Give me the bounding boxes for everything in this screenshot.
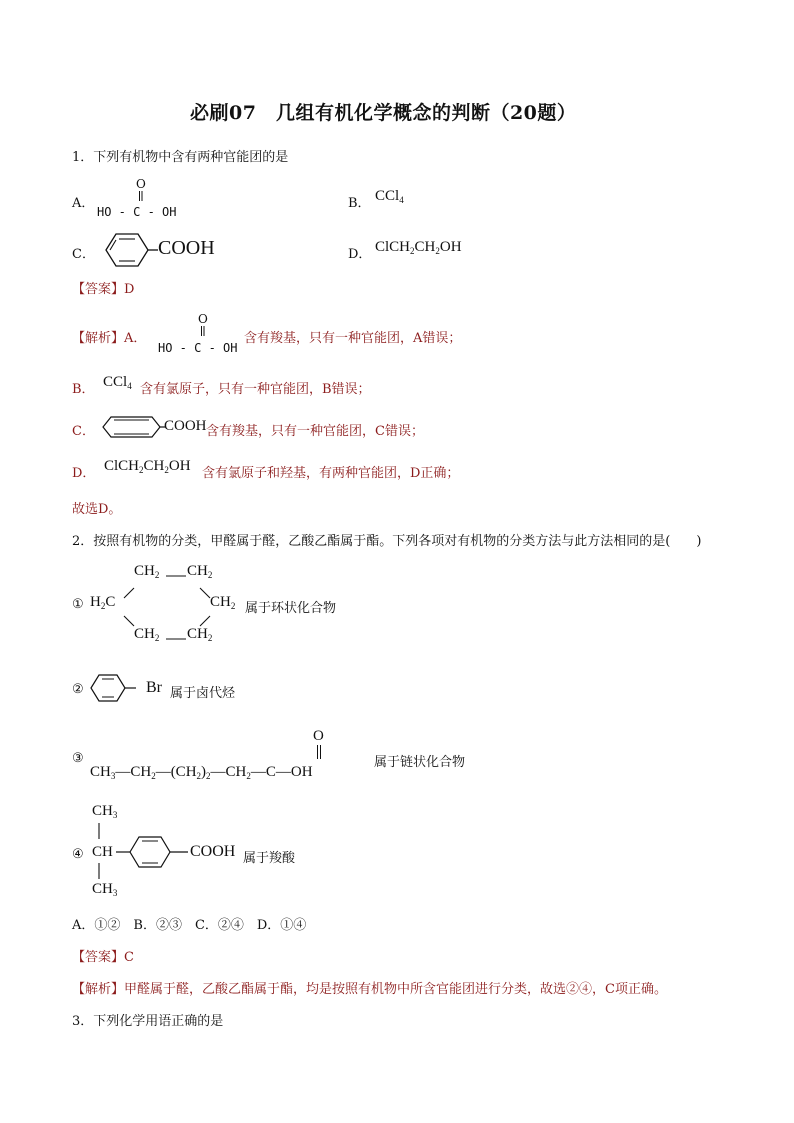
- q1-explanation-c-label: C．: [72, 424, 95, 439]
- q2-item4-group: COOH: [190, 843, 236, 860]
- q2-explanation: 【解析】甲醛属于醛，乙酸乙酯属于酯，均是按照有机物中所含官能团进行分类，故选②④，C项正确。: [72, 982, 667, 997]
- q1-option-d-label: D．: [348, 247, 372, 262]
- q2-answer: 【答案】C: [72, 950, 134, 965]
- q1-option-b-label: B．: [348, 196, 371, 211]
- q2-item3-number: ③: [72, 751, 84, 766]
- ring-bonds-icon: [118, 570, 218, 640]
- q2-item1-bottom-left: $CH_2$: [134, 626, 160, 643]
- q2-item3-formula: $CH_3—CH_2—(CH_2)_2—CH_2—C—OH$: [90, 764, 313, 781]
- q2-item3-oxygen: O: [313, 728, 324, 744]
- q1-option-a-double-bond: [139, 191, 143, 203]
- q2-item1-number: ①: [72, 597, 84, 612]
- q1-explanation-a-formula: HO - C - OH: [158, 341, 238, 355]
- q1-explanation-d-text: 含有氯原子和羟基，有两种官能团，D正确；: [202, 466, 460, 481]
- q1-explanation-c-text: 含有羧基，只有一种官能团，C错误；: [206, 424, 424, 439]
- q2-item1-text: 属于环状化合物: [245, 601, 337, 616]
- benzene-ring-icon: [116, 834, 196, 870]
- q1-conclusion: 故选D。: [72, 502, 122, 517]
- q1-stem: 1．下列有机物中含有两种官能团的是: [72, 150, 289, 165]
- q1-option-b-formula: CCl$_4$: [375, 188, 404, 205]
- q1-option-c-label: C．: [72, 247, 95, 262]
- q2-item3-double-bond: [317, 745, 322, 761]
- q2-item1-bottom-right: $CH_2$: [187, 626, 213, 643]
- q1-explanation-d-formula: $ClCH_2CH_2OH$: [104, 458, 191, 475]
- q2-item3-text: 属于链状化合物: [374, 755, 466, 770]
- q2-item4-methyl-top: $CH_3$: [92, 803, 118, 820]
- benzene-ring-icon: [96, 231, 166, 271]
- page-title: 必刷07 几组有机化学概念的判断（20题）: [190, 102, 577, 124]
- q2-item4-ch: CH: [92, 844, 113, 860]
- q1-explanation-d-label: D．: [72, 466, 96, 481]
- q2-item2-text: 属于卤代烃: [170, 686, 236, 701]
- q2-item4-methyl-bottom: $CH_3$: [92, 881, 118, 898]
- q1-option-a-oxygen: O: [136, 177, 146, 191]
- benzene-ring-icon: [100, 415, 170, 441]
- q2-item4-text: 属于羧酸: [243, 851, 296, 866]
- q1-explanation-a-label: 【解析】A．: [72, 331, 147, 346]
- q2-item1-top-right: $CH_2$: [187, 563, 213, 580]
- q1-explanation-b-formula: CCl$_4$: [103, 374, 132, 391]
- q1-explanation-c-group: COOH: [164, 418, 207, 434]
- q2-options: A．①② B．②③ C．②④ D．①④: [72, 918, 307, 933]
- q2-item4-number: ④: [72, 847, 84, 862]
- q1-option-a-formula: HO - C - OH: [97, 205, 177, 219]
- q1-explanation-b-text: 含有氯原子，只有一种官能团，B错误；: [140, 382, 371, 397]
- q1-answer: 【答案】D: [72, 282, 135, 297]
- q2-stem: 2．按照有机物的分类，甲醛属于醛，乙酸乙酯属于酯。下列各项对有机物的分类方法与此方法相同的是( ): [72, 534, 702, 549]
- q2-item1-left: $H_2C$: [90, 594, 116, 611]
- q1-explanation-a-double-bond: [201, 326, 205, 338]
- q1-option-c-group: COOH: [158, 237, 215, 259]
- q3-stem: 3．下列化学用语正确的是: [72, 1014, 224, 1029]
- q1-option-d-formula: $ClCH_2CH_2OH$: [375, 239, 462, 256]
- q1-explanation-a-oxygen: O: [198, 312, 208, 326]
- q1-explanation-a-text: 含有羧基，只有一种官能团，A错误；: [244, 331, 462, 346]
- q2-item2-group: Br: [146, 679, 162, 696]
- q2-item1-top-left: $CH_2$: [134, 563, 160, 580]
- benzene-ring-icon: [88, 673, 148, 705]
- q2-item1-right: $CH_2$: [210, 594, 236, 611]
- q2-item2-number: ②: [72, 682, 84, 697]
- q1-option-a-label: A．: [72, 196, 95, 211]
- q1-explanation-b-label: B．: [72, 382, 95, 397]
